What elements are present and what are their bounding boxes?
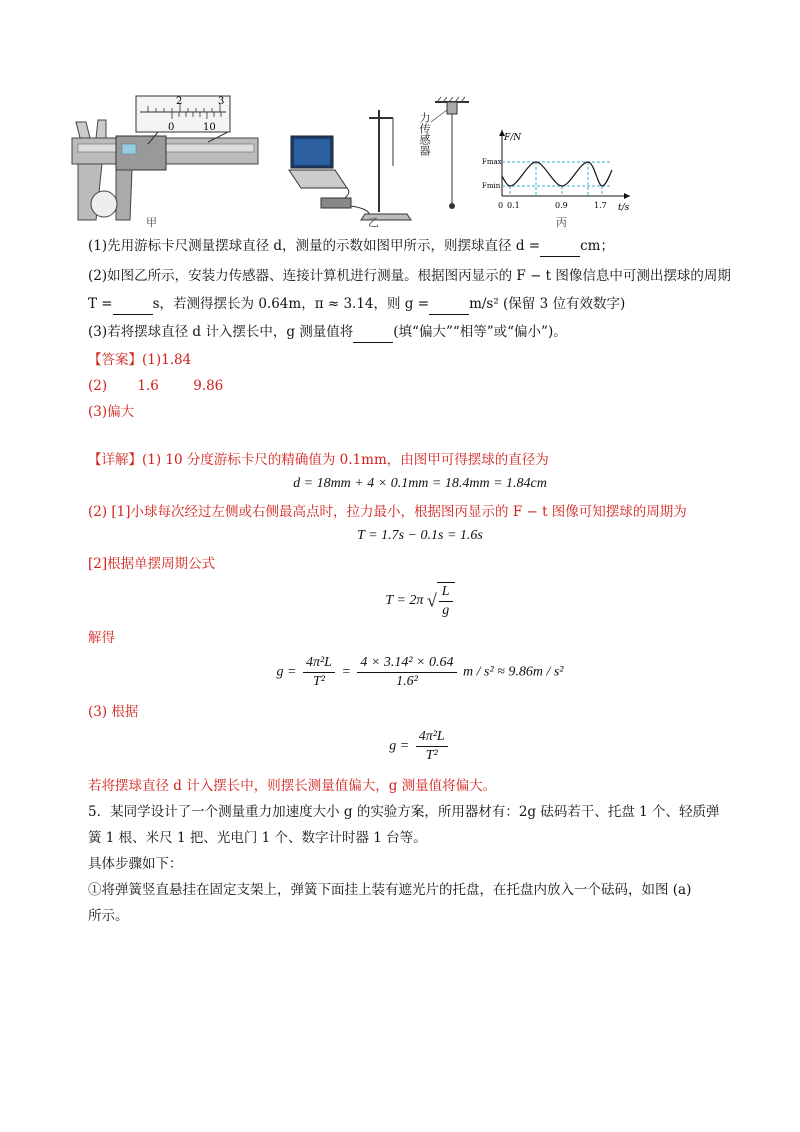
- main-scale-label: 3: [218, 96, 225, 107]
- graph-x-tick: 1.7: [594, 201, 607, 210]
- problem-5-line-2: 簧 1 根、米尺 1 把、光电门 1 个、数字计时器 1 台等。: [88, 830, 427, 846]
- figure-caption-yi: 乙: [368, 216, 379, 229]
- graph-x-tick: 0.1: [507, 201, 520, 210]
- equation-g-formula: g = $\frac{\text{4π²L}}{\text{T²}}$: [20, 728, 800, 765]
- explanation-p6: 若将摆球直径 d 计入摆长中，则摆长测量值偏大，g 测量值将偏大。: [88, 778, 497, 794]
- graph-x-tick: 0: [498, 201, 504, 210]
- problem-5-line-1: 5．某同学设计了一个测量重力加速度大小 g 的实验方案，所用器材有：2g 砝码若干、托盘 1 个、轻质弹: [88, 804, 720, 820]
- problem-5-line-4: ①将弹簧竖直悬挂在固定支架上，弹簧下面挂上装有遮光片的托盘，在托盘内放入一个砝码，如图 (a): [88, 882, 692, 898]
- question-1: (1)先用游标卡尺测量摆球直径 d，测量的示数如图甲所示，则摆球直径 d = cm；: [88, 236, 614, 257]
- graph-y-tick: Fmax: [482, 158, 502, 166]
- question-2-line-1: (2)如图乙所示，安装力传感器、连接计算机进行测量。根据图丙显示的 F − t 图像信息中可测出摆球的周期: [88, 268, 731, 284]
- answer-1: 【答案】(1)1.84: [88, 352, 192, 368]
- vernier-scale-label: 0: [168, 122, 175, 133]
- figure-caption-bing: 丙: [556, 216, 567, 229]
- answer-blank: [113, 294, 153, 315]
- explanation-p2: (2) [1]小球每次经过左侧或右侧最高点时，拉力最小，根据图丙显示的 F − t 图像可知摆球的周期为: [88, 504, 687, 520]
- graph-y-axis-label: F/N: [504, 133, 522, 143]
- force-sensor-label: 力传感器: [418, 112, 431, 156]
- graph-y-tick: Fmin: [482, 182, 501, 190]
- equation-pendulum-formula: T = 2π √ $\frac{L}{g}$: [20, 582, 800, 620]
- explanation-p4: 解得: [88, 630, 115, 646]
- answer-3: (3)偏大: [88, 404, 135, 420]
- problem-5-line-5: 所示。: [88, 908, 129, 924]
- explanation-p5: (3) 根据: [88, 704, 139, 720]
- equation-period: T = 1.7s − 0.1s = 1.6s: [357, 528, 483, 543]
- answer-blank: [353, 322, 393, 343]
- graph-x-axis-label: t/s: [618, 203, 630, 213]
- question-2-line-2: T = s，若测得摆长为 0.64m，π ≈ 3.14，则 g = m/s² (保留 3 位有效数字): [88, 294, 625, 315]
- explanation-p3: [2]根据单摆周期公式: [88, 556, 216, 572]
- answer-2: (2) 1.6 9.86: [88, 378, 224, 394]
- question-3: (3)若将摆球直径 d 计入摆长中，g 测量值将 (填“偏大”“相等”或“偏小”)。: [88, 322, 567, 343]
- equation-diameter: d = 18mm + 4 × 0.1mm = 18.4mm = 1.84cm: [293, 476, 547, 491]
- explanation-p1: 【详解】(1) 10 分度游标卡尺的精确值为 0.1mm，由图甲可得摆球的直径为: [88, 452, 549, 468]
- setup-figure: [285, 96, 475, 224]
- graph-x-tick: 0.9: [555, 201, 568, 210]
- main-scale-label: 2: [176, 96, 183, 107]
- vernier-caliper-figure: [68, 92, 268, 230]
- force-time-graph: [480, 124, 640, 224]
- answer-blank: [540, 236, 580, 257]
- answer-blank: [429, 294, 469, 315]
- problem-5-line-3: 具体步骤如下：: [88, 856, 183, 872]
- figure-caption-jia: 甲: [146, 216, 157, 229]
- vernier-scale-label: 10: [203, 122, 216, 133]
- equation-g-result: g = $\frac{\text{4π²L}}{\text{T²}}$ = $\frac{\text{4 × 3.14² × 0.64}}{\text{1.6²}}$ m / s² ≈ 9.86m / s²: [276, 655, 564, 689]
